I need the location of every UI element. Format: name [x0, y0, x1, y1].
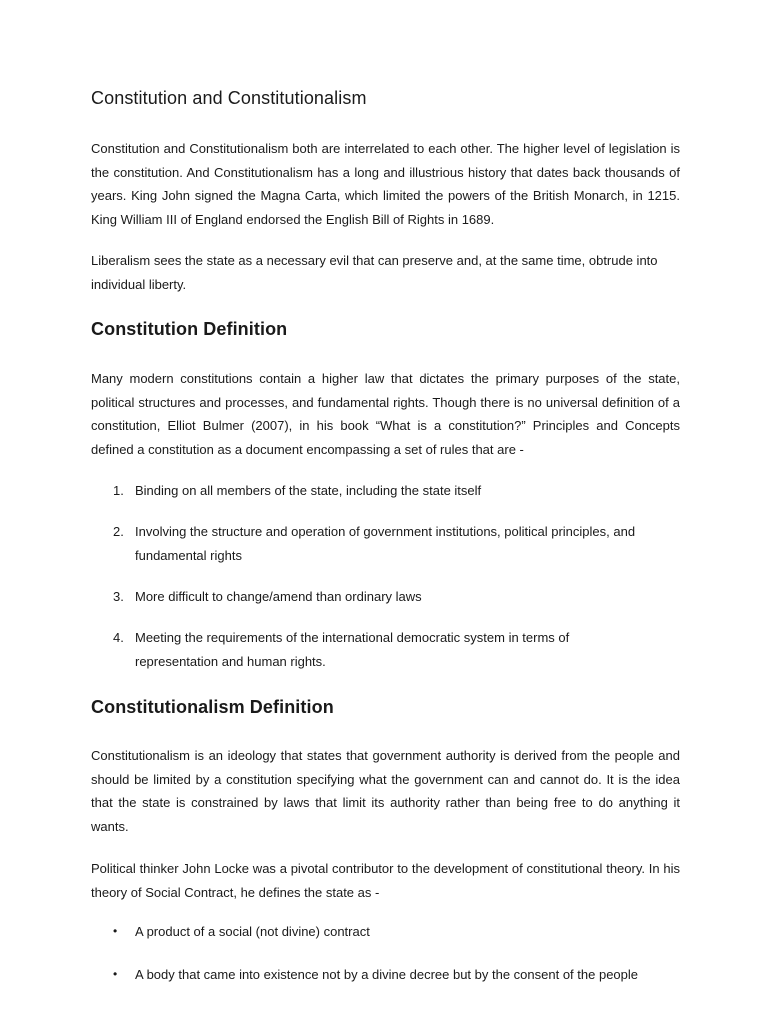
section-heading-constitution-definition: Constitution Definition — [91, 319, 288, 339]
list-item-text: More difficult to change/amend than ordinary laws — [135, 589, 422, 604]
list-item — [113, 520, 671, 567]
section-heading-constitutionalism-definition: Constitutionalism Definition — [91, 697, 334, 717]
list-item-text: Binding on all members of the state, including the state itself — [135, 483, 482, 498]
list-item — [113, 479, 679, 503]
bullet-item — [113, 920, 679, 944]
list-item-number: 2. — [113, 524, 124, 539]
liberalism-paragraph: Liberalism sees the state as a necessary evil that can preserve and, at the same time, obtrude into individual liberty. — [91, 253, 658, 292]
bullet-item-text: A body that came into existence not by a divine decree but by the consent of the people — [135, 967, 639, 982]
locke-paragraph: Political thinker John Locke was a pivotal contributor to the development of constitutional theory. In his theory of Social Contract, he defines the state as - — [91, 861, 680, 900]
list-item-number: 3. — [113, 589, 124, 604]
constitution-definition-paragraph: Many modern constitutions contain a higher law that dictates the primary purposes of the state, political structures and processes, and fundamental rights. Though there is no universal definition of a constitution, Elliot Bulmer (2007), in his book “What is a constitution?” Principles and Concepts defined a constitution as a document encompassing a set of rules that are - — [91, 371, 680, 457]
list-item-text: Meeting the requirements of the international democratic system in terms of representation and human rights. — [135, 630, 570, 669]
document-title: Constitution and Constitutionalism — [91, 88, 367, 108]
list-item-number: 4. — [113, 630, 124, 645]
intro-paragraph: Constitution and Constitutionalism both are interrelated to each other. The higher level of legislation is the constitution. And Constitutionalism has a long and illustrious history that dates back thousands of years. King John signed the Magna Carta, which limited the powers of the British Monarch, in 1215. King William III of England endorsed the English Bill of Rights in 1689. — [91, 141, 680, 227]
constitutionalism-definition-paragraph: Constitutionalism is an ideology that states that government authority is derived from the people and should be limited by a constitution specifying what the government can and cannot do. It is the idea that the state is constrained by laws that limit its authority rather than being free to do anything it wants. — [91, 748, 680, 834]
list-item — [113, 626, 613, 673]
bullet-marker: • — [113, 924, 118, 938]
list-item-text: Involving the structure and operation of government institutions, political principles, and fundamental rights — [135, 524, 636, 563]
bullet-item — [113, 963, 679, 987]
bullet-marker: • — [113, 967, 118, 981]
list-item-number: 1. — [113, 483, 124, 498]
bullet-item-text: A product of a social (not divine) contract — [135, 924, 370, 939]
list-item — [113, 585, 679, 609]
